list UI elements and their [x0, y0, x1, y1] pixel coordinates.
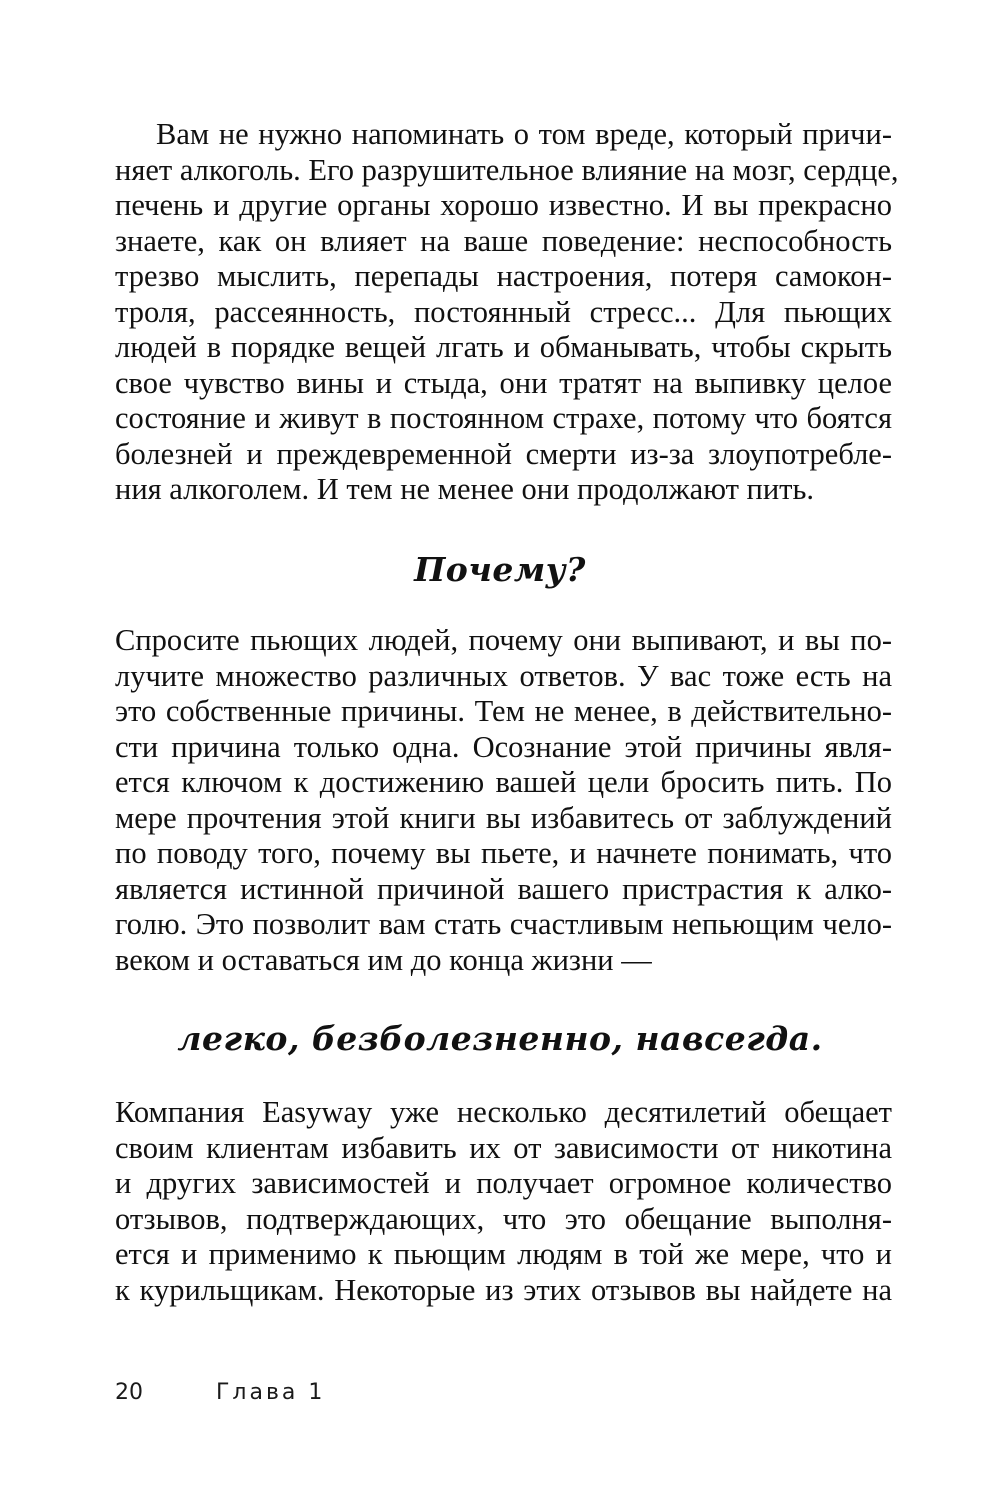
chapter-label: Глава 1: [216, 1380, 326, 1405]
text-line: няет алкоголь. Его разрушительное влияние на мозг, сердце,: [115, 152, 899, 187]
text-line: отзывов, подтверждающих, что это обещание выполня-: [115, 1201, 892, 1236]
page-number: 20: [115, 1380, 143, 1405]
paragraph-easyway: [115, 1095, 892, 1308]
text-line: Спросите пьющих людей, почему они выпивают, и вы по-: [115, 623, 892, 657]
text-line: печень и другие органы хорошо известно. И вы прекрасно: [115, 188, 892, 222]
text-line: знаете, как он влияет на ваше поведение: неспособность: [115, 223, 892, 258]
paragraph-reasons: [115, 623, 892, 978]
text-line: Вам не нужно напоминать о том вреде, который причи-: [156, 117, 892, 151]
text-line: и других зависимостей и получает огромное количество: [115, 1166, 892, 1200]
text-line: трезво мыслить, перепады настроения, потеря самокон-: [115, 259, 892, 293]
text-line: к курильщикам. Некоторые из этих отзывов вы найдете на: [115, 1272, 892, 1307]
text-line: ется и применимо к пьющим людям в той же мере, что и: [115, 1237, 892, 1271]
text-line: троля, рассеянность, постоянный стресс... Для пьющих: [115, 294, 892, 329]
text-line: по поводу того, почему вы пьете, и начнете понимать, что: [115, 836, 892, 870]
text-line: ется ключом к достижению вашей цели бросить пить. По: [115, 765, 892, 799]
page-footer: [115, 1380, 325, 1405]
text-line: лучите множество различных ответов. У вас тоже есть на: [115, 658, 892, 693]
text-line: мере прочтения этой книги вы избавитесь от заблуждений: [115, 800, 892, 835]
section-heading-why: Почему?: [414, 550, 586, 589]
text-line: людей в порядке вещей лгать и обманывать, чтобы скрыть: [115, 330, 892, 364]
slogan-heading: легко, безболезненно, навсегда.: [177, 1019, 823, 1058]
text-line: ния алкоголем. И тем не менее они продолжают пить.: [115, 472, 815, 506]
text-line: сти причина только одна. Осознание этой причины явля-: [115, 729, 892, 764]
text-line: веком и оставаться им до конца жизни —: [115, 942, 652, 977]
paragraph-harm: [115, 117, 899, 508]
text-line: голю. Это позволит вам стать счастливым непьющим чело-: [115, 907, 892, 941]
text-line: Компания Easyway уже несколько десятилетий обещает: [115, 1095, 892, 1129]
text-line: является истинной причиной вашего пристрастия к алко-: [115, 871, 892, 906]
text-line: своим клиентам избавить их от зависимости от никотина: [115, 1130, 892, 1165]
text-line: болезней и преждевременной смерти из-за злоупотребле-: [115, 436, 892, 471]
text-line: это собственные причины. Тем не менее, в действительно-: [115, 694, 892, 728]
text-line: свое чувство вины и стыда, они тратят на выпивку целое: [115, 365, 892, 400]
text-line: состояние и живут в постоянном страхе, потому что боятся: [115, 401, 892, 435]
